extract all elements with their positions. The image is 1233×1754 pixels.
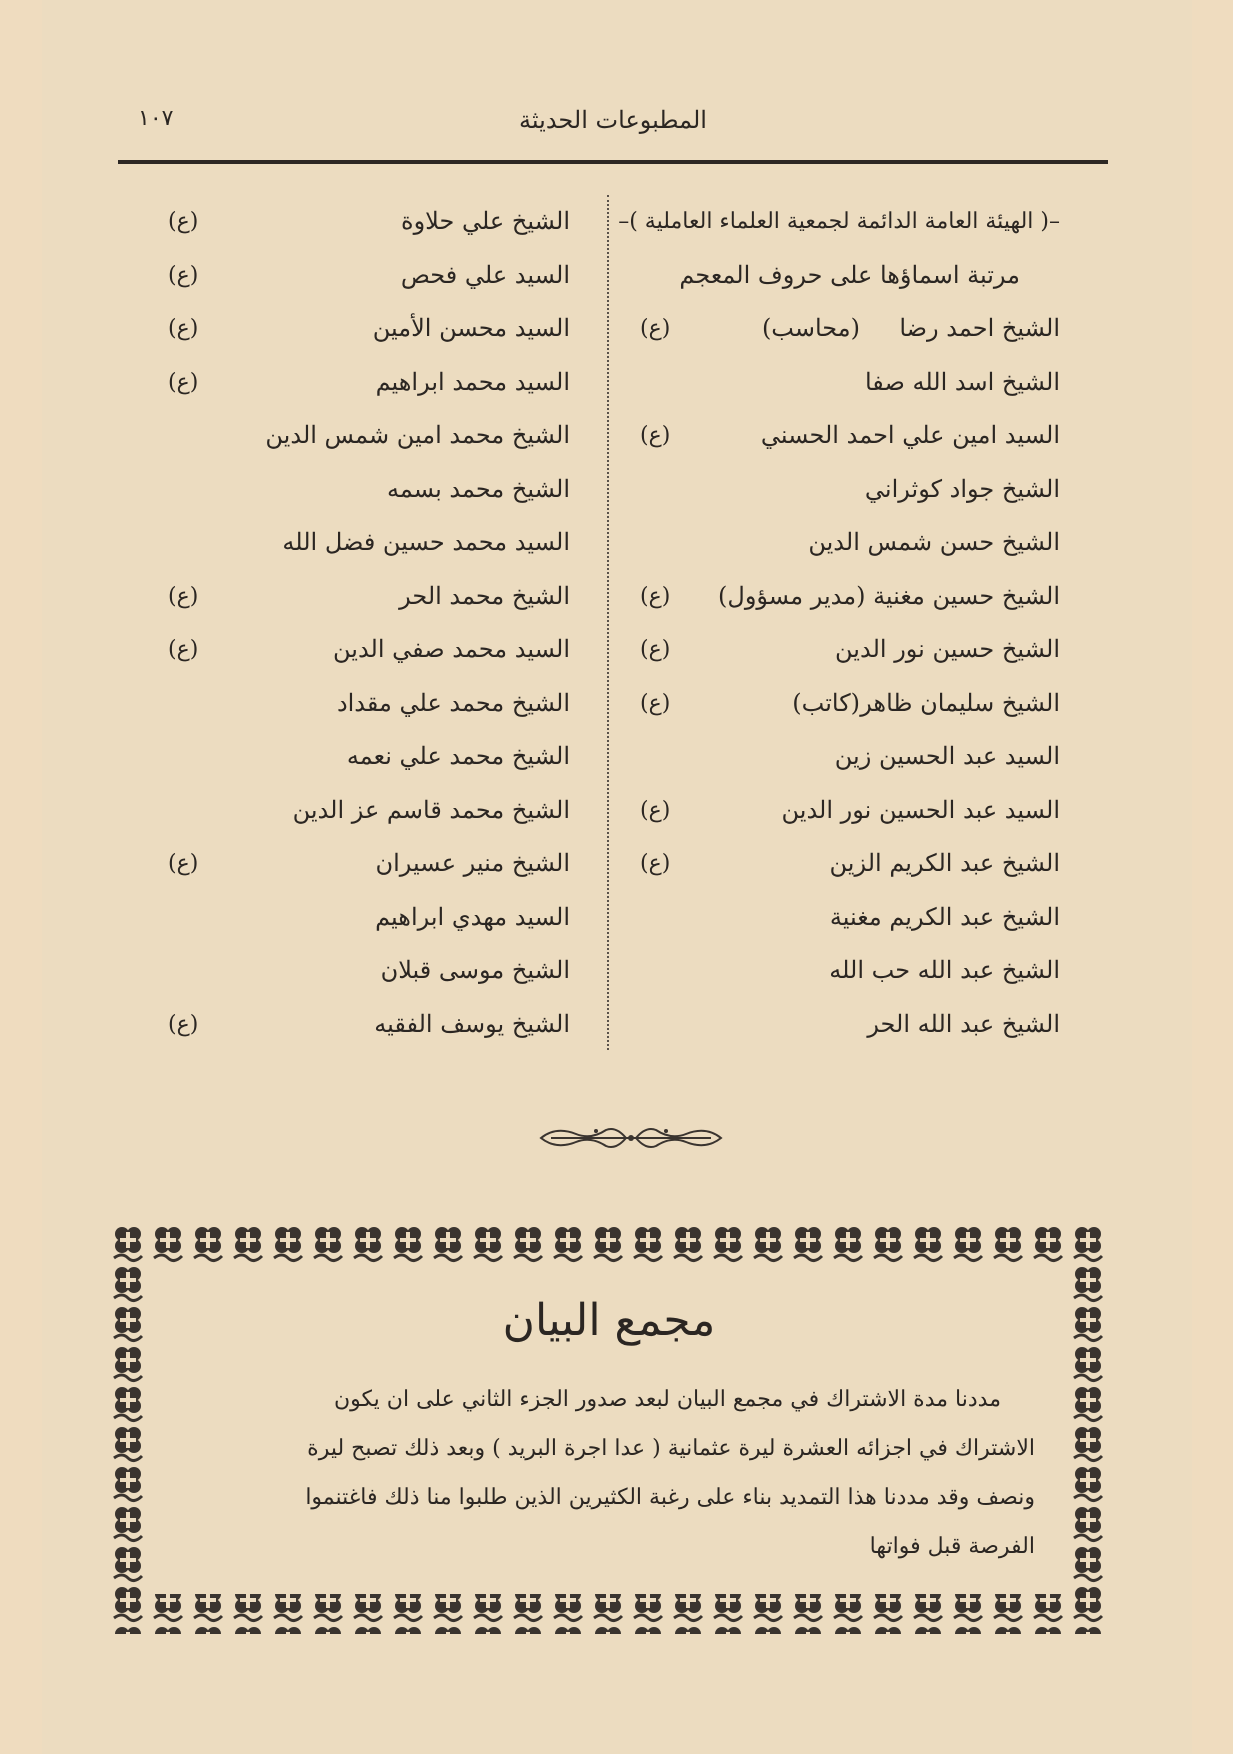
member-mark: (ع)	[640, 851, 671, 876]
header-title: المطبوعات الحديثة	[519, 106, 707, 134]
member-name: السيد مهدي ابراهيم	[375, 902, 570, 931]
member-name: الشيخ يوسف الفقيه	[374, 1009, 570, 1038]
member-mark: (ع)	[168, 316, 199, 341]
member-row	[620, 784, 1060, 838]
member-name: الشيخ حسن شمس الدين	[808, 528, 1060, 556]
member-mark: (ع)	[640, 637, 671, 662]
member-name: الشيخ سليمان ظاهر	[860, 688, 1060, 717]
member-row	[620, 623, 1060, 677]
member-name: السيد عبد الحسين نور الدين	[781, 795, 1060, 824]
member-name: الشيخ عبد الله الحر	[867, 1009, 1060, 1038]
member-mark: (ع)	[168, 851, 199, 876]
member-name: الشيخ عبد الله حب الله	[829, 956, 1060, 984]
member-row	[150, 837, 570, 891]
member-mark: (ع)	[168, 637, 199, 662]
member-mark: (ع)	[168, 583, 199, 609]
member-name: السيد علي فحص	[400, 260, 570, 289]
member-row	[620, 998, 1060, 1052]
member-name: الشيخ جواد كوثراني	[864, 474, 1060, 503]
member-name: السيد امين علي احمد الحسني	[760, 421, 1060, 449]
member-name: السيد محمد حسين فضل الله	[282, 528, 570, 556]
member-row	[150, 998, 570, 1052]
fleuron-ornament-icon	[536, 1122, 726, 1154]
member-row	[620, 356, 1060, 410]
member-row	[620, 677, 1060, 731]
member-row	[620, 463, 1060, 517]
committee-subheading: مرتبة اسماؤها على حروف المعجم	[679, 260, 1020, 289]
member-name: الشيخ اسد الله صفا	[864, 367, 1060, 396]
member-name: الشيخ محمد علي نعمه	[346, 742, 570, 770]
running-header	[118, 100, 1108, 150]
member-row	[150, 891, 570, 945]
member-row	[620, 891, 1060, 945]
column-divider	[607, 195, 609, 1050]
member-row	[620, 302, 1060, 356]
member-name: الشيخ عبد الكريم الزين	[829, 849, 1060, 877]
committee-heading: –( الهيئة العامة الدائمة لجمعية العلماء العاملية )–	[618, 209, 1060, 234]
member-name: الشيخ موسى قبلان	[380, 956, 570, 984]
member-row	[150, 623, 570, 677]
member-mark: (ع)	[168, 209, 199, 234]
member-name: الشيخ محمد بسمه	[386, 474, 570, 503]
member-mark: (ع)	[640, 690, 671, 716]
member-row	[150, 409, 570, 463]
member-mark: (ع)	[168, 1011, 199, 1037]
member-row	[150, 356, 570, 410]
member-name: الشيخ عبد الكريم مغنية	[829, 902, 1060, 931]
member-row	[620, 516, 1060, 570]
member-mark: (ع)	[168, 262, 199, 288]
member-name: الشيخ محمد علي مقداد	[336, 688, 570, 717]
member-row	[150, 944, 570, 998]
advertisement-line: مددنا مدة الاشتراك في مجمع البيان لبعد صدور الجزء الثاني على ان يكون	[334, 1387, 1001, 1412]
member-row	[150, 784, 570, 838]
advertisement-line: الاشتراك في اجزائه العشرة ليرة عثمانية ( عدا اجرة البريد ) وبعد ذلك تصبح ليرة	[307, 1436, 1035, 1461]
member-name: الشيخ احمد رضا	[899, 314, 1060, 342]
member-name: الشيخ حسين نور الدين	[835, 635, 1060, 663]
member-row	[150, 463, 570, 517]
member-mark: (ع)	[640, 797, 671, 823]
advertisement-body	[175, 1375, 1035, 1571]
member-row	[620, 730, 1060, 784]
member-role: (كاتب)	[792, 688, 860, 717]
member-mark: (ع)	[640, 316, 671, 341]
header-rule	[118, 160, 1108, 164]
member-mark: (ع)	[640, 423, 671, 448]
member-row	[150, 677, 570, 731]
member-name: الشيخ منير عسيران	[375, 849, 570, 877]
member-row	[150, 195, 570, 249]
member-name: الشيخ حسين مغنية (مدير مسؤول)	[718, 581, 1060, 610]
member-row	[150, 249, 570, 303]
member-name: السيد عبد الحسين زين	[834, 742, 1060, 770]
member-row	[150, 516, 570, 570]
member-row	[150, 570, 570, 624]
member-row	[620, 409, 1060, 463]
advertisement-line: الفرصة قبل فواتها	[869, 1534, 1035, 1559]
member-row	[620, 944, 1060, 998]
advertisement-title: مجمع البيان	[502, 1295, 716, 1346]
member-mark: (ع)	[168, 369, 199, 395]
member-row	[150, 730, 570, 784]
member-name: السيد محمد صفي الدين	[333, 635, 570, 663]
right-column-member-list	[620, 195, 1060, 1051]
member-name: السيد محمد ابراهيم	[375, 367, 570, 396]
member-name: الشيخ محمد الحر	[399, 581, 570, 610]
page-number: ١٠٧	[138, 106, 174, 131]
member-row	[620, 837, 1060, 891]
advertisement-line: ونصف وقد مددنا هذا التمديد بناء على رغبة الكثيرين الذين طلبوا منا ذلك فاغتنموا	[305, 1485, 1035, 1510]
member-name: الشيخ محمد قاسم عز الدين	[292, 795, 570, 824]
left-column-member-list	[150, 195, 570, 1051]
member-role: (محاسب)	[761, 314, 860, 342]
member-name: الشيخ علي حلاوة	[401, 207, 570, 235]
member-name: السيد محسن الأمين	[372, 314, 570, 342]
member-row	[620, 570, 1060, 624]
member-mark: (ع)	[640, 583, 671, 609]
member-row	[150, 302, 570, 356]
member-name: الشيخ محمد امين شمس الدين	[265, 421, 570, 449]
